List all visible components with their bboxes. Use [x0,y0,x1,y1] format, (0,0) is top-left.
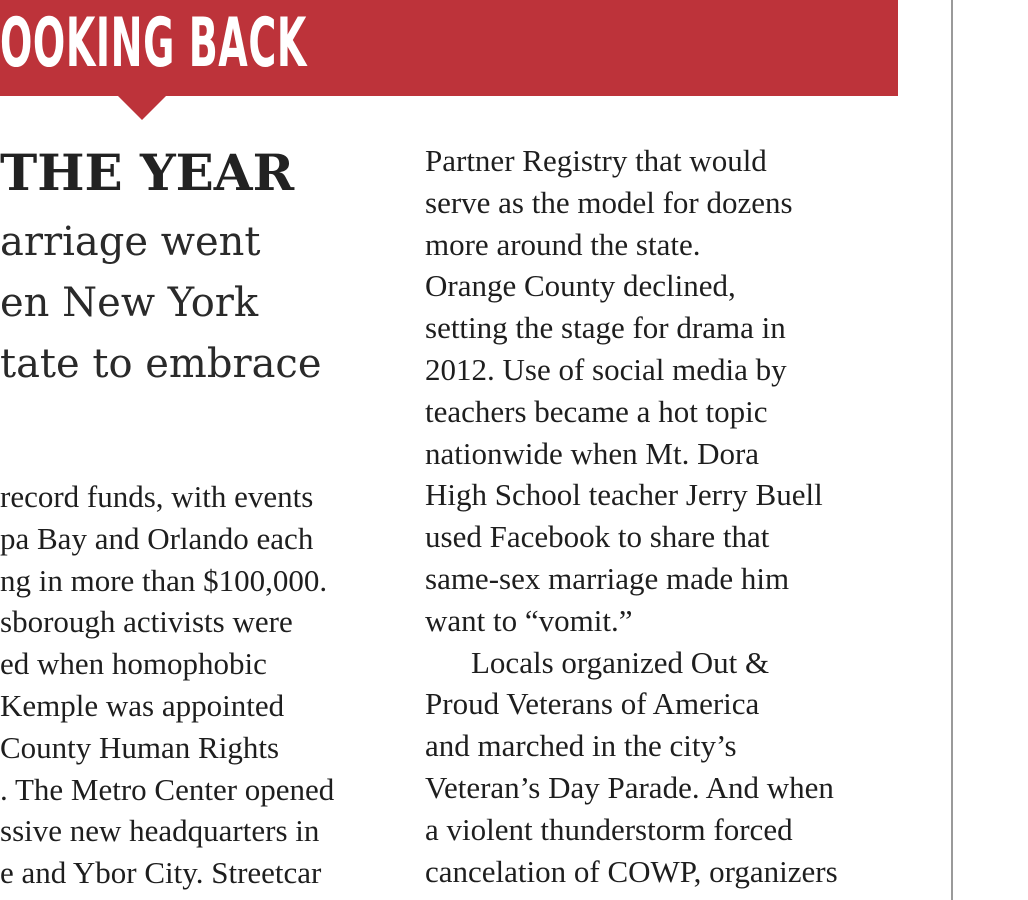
text-line: want to “vomit.” [425,602,633,638]
left-column [0,476,380,894]
text-line: cancelation of COWP, organizers [425,853,838,889]
paragraph-start-line: Locals organized Out & [471,644,770,680]
deck-line: tate to embrace [0,341,322,387]
article-deck [0,212,322,395]
text-line: record funds, with events [0,479,314,514]
text-line: sborough activists were [0,604,293,640]
text-line: . The Metro Center opened [0,771,335,807]
banner-pointer [118,96,166,120]
text-line: ng in more than $100,000. [0,562,328,598]
text-line: a violent thunderstorm forced [425,811,793,847]
text-line: 2012. Use of social media by [425,351,787,387]
text-line: more around the state. [425,226,701,262]
text-line: ed when homophobic [0,646,267,682]
text-line: Kemple was appointed [0,687,285,723]
text-line: serve as the model for dozens [425,184,793,220]
text-line: Veteran’s Day Parade. And when [425,769,834,805]
text-line: nationwide when Mt. Dora [425,435,760,471]
text-line: Partner Registry that would [425,143,767,178]
section-title: OOKING BACK [0,4,307,83]
deck-line: en New York [0,280,259,326]
text-line: High School teacher Jerry Buell [425,477,823,513]
article-headline: THE YEAR [0,143,295,202]
text-line: Orange County declined, [425,268,736,304]
text-line: Proud Veterans of America [425,686,760,722]
text-line: ssive new headquarters in [0,813,320,849]
text-line: setting the stage for drama in [425,310,786,346]
page-divider [951,0,953,900]
right-column [425,140,905,892]
text-line: pa Bay and Orlando each [0,520,314,556]
text-line: teachers became a hot topic [425,393,768,429]
section-banner [0,0,898,96]
text-line: same-sex marriage made him [425,560,790,596]
text-line: and marched in the city’s [425,728,737,764]
text-line: e and Ybor City. Streetcar [0,855,322,891]
text-line: County Human Rights [0,729,280,765]
deck-line: arriage went [0,219,261,265]
text-line: used Facebook to share that [425,519,770,555]
